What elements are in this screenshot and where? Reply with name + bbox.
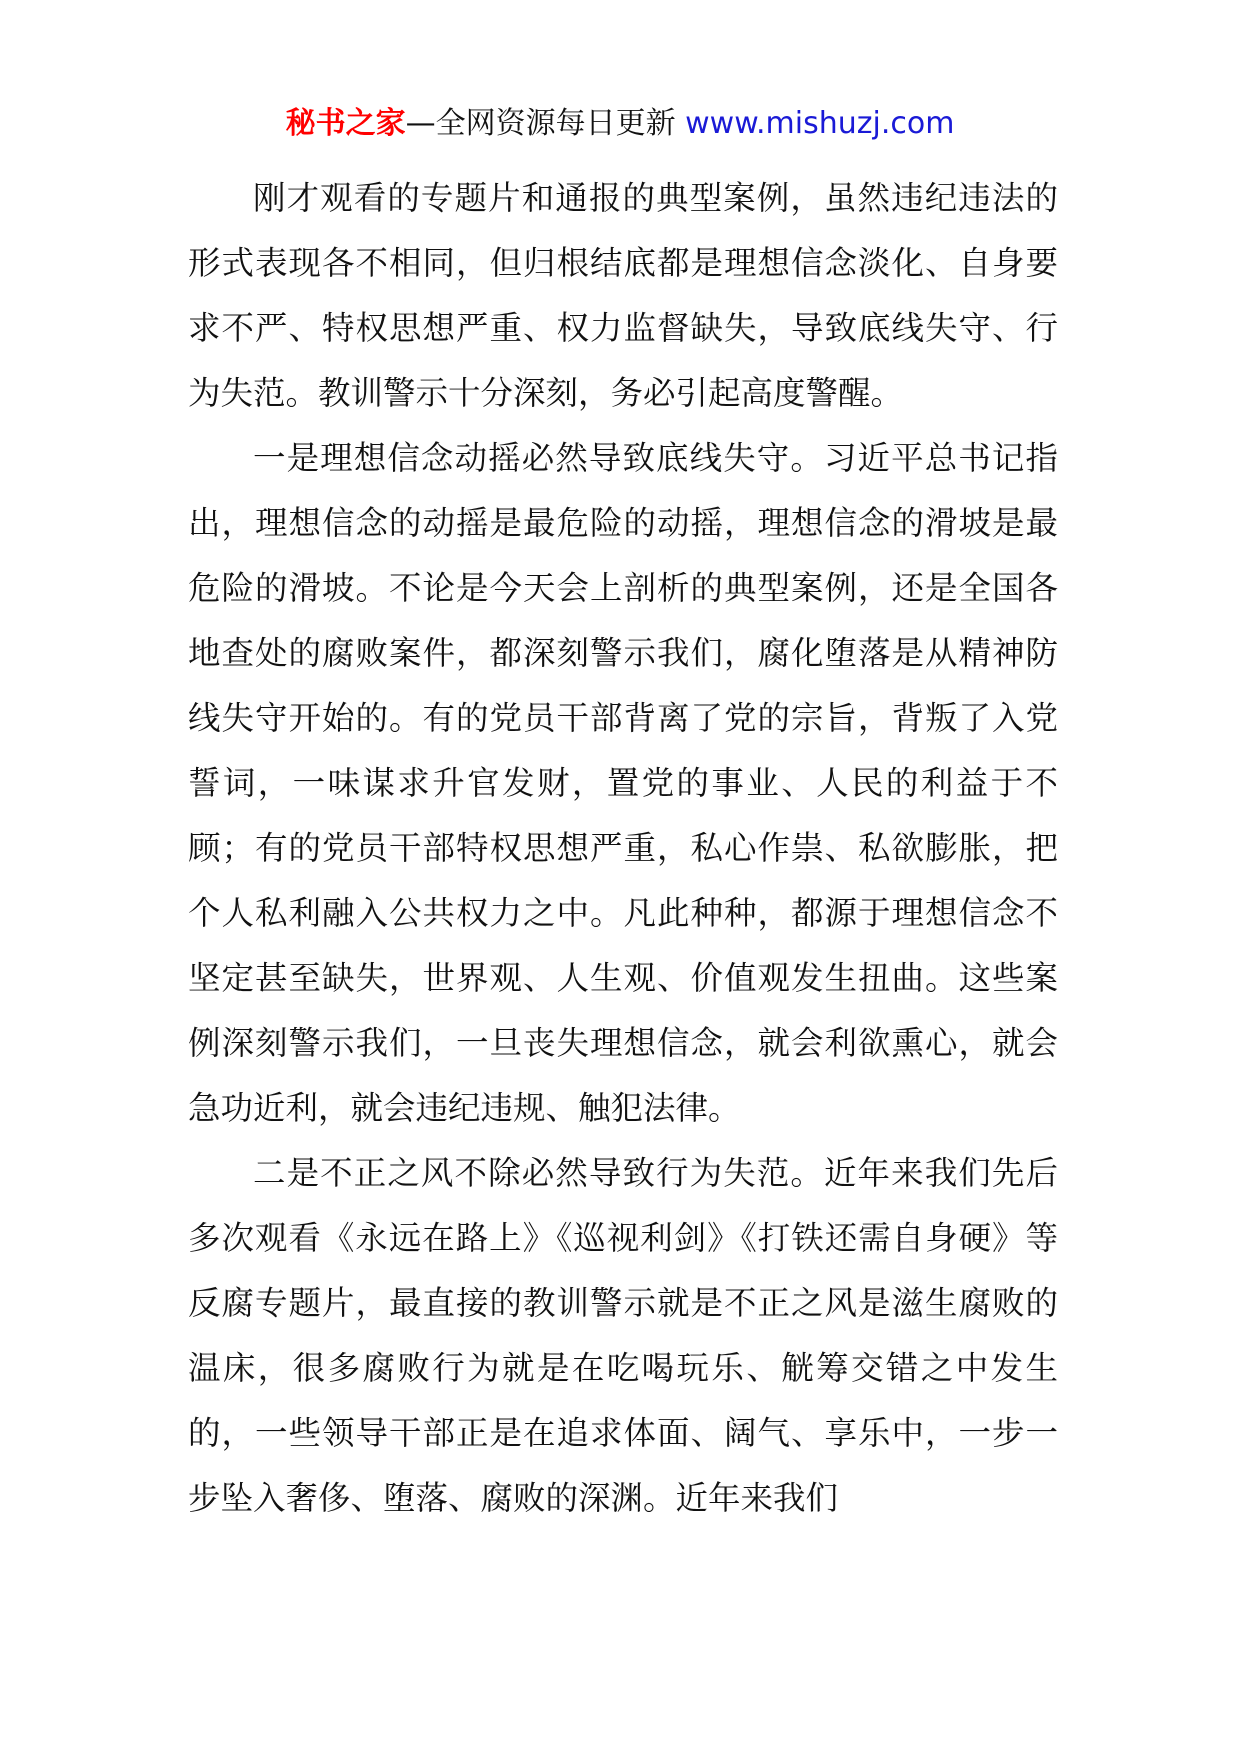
site-url-link[interactable]: www.mishuzj.com bbox=[685, 106, 955, 141]
paragraph-point-one: 一是理想信念动摇必然导致底线失守。习近平总书记指出，理想信念的动摇是最危险的动摇，理想信念的滑坡是最危险的滑坡。不论是今天会上剖析的典型案例，还是全国各地查处的腐败案件，都深刻警示我们，腐化堕落是从精神防线失守开始的。有的党员干部背离了党的宗旨，背叛了入党誓词，一味谋求升官发财，置党的事业、人民的利益于不顾；有的党员干部特权思想严重，私心作祟、私欲膨胀，把个人私利融入公共权力之中。凡此种种，都源于理想信念不坚定甚至缺失，世界观、人生观、价值观发生扭曲。这些案例深刻警示我们，一旦丧失理想信念，就会利欲熏心，就会急功近利，就会违纪违规、触犯法律。 bbox=[188, 439, 1058, 1127]
document-body bbox=[188, 166, 1058, 1531]
page-header bbox=[0, 102, 1240, 146]
brand-name: 秘书之家 bbox=[285, 106, 406, 141]
header-tagline: —全网资源每日更新 bbox=[405, 106, 686, 141]
paragraph-intro: 刚才观看的专题片和通报的典型案例，虽然违纪违法的形式表现各不相同，但归根结底都是理想信念淡化、自身要求不严、特权思想严重、权力监督缺失，导致底线失守、行为失范。教训警示十分深刻，务必引起高度警醒。 bbox=[188, 179, 1058, 412]
paragraph-point-two: 二是不正之风不除必然导致行为失范。近年来我们先后多次观看《永远在路上》《巡视利剑》《打铁还需自身硬》等反腐专题片，最直接的教训警示就是不正之风是滋生腐败的温床，很多腐败行为就是在吃喝玩乐、觥筹交错之中发生的，一些领导干部正是在追求体面、阔气、享乐中，一步一步坠入奢侈、堕落、腐败的深渊。近年来我们 bbox=[188, 1154, 1058, 1517]
